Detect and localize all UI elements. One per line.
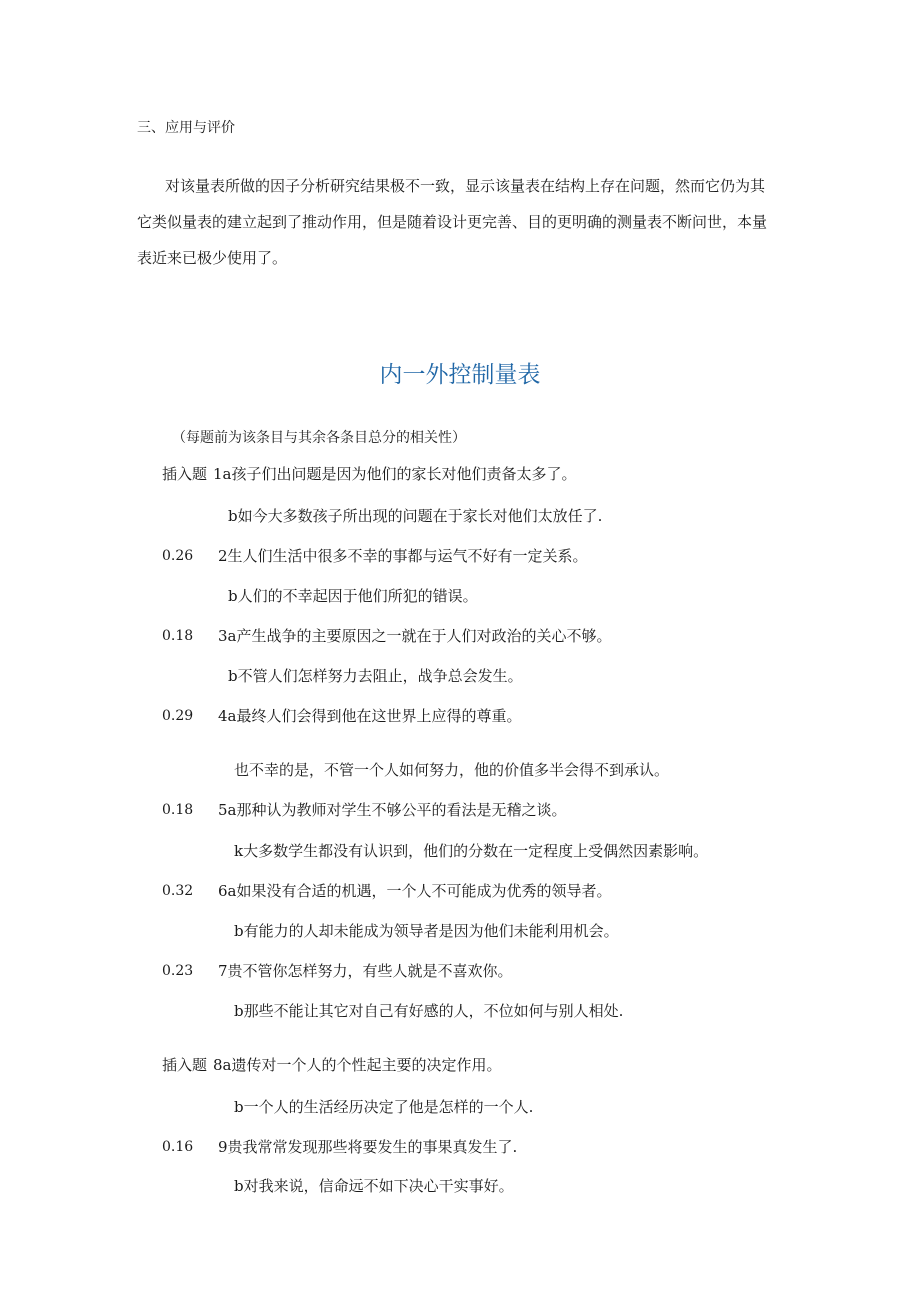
- item-1-a: 1a孩子们出问题是因为他们的家长对他们责备太多了。: [213, 465, 577, 483]
- paragraph-line-1: 对该量表所做的因子分析研究结果极不一致，显示该量表在结构上存在问题，然而它仍为其: [165, 177, 766, 195]
- paragraph-line-3: 表近来已极少使用了。: [137, 249, 288, 267]
- item-2-a: 2生人们生活中很多不幸的事都与运气不好有一定关系。: [218, 547, 588, 565]
- item-5-b: k大多数学生都没有认识到，他们的分数在一定程度上受偶然因素影响。: [234, 842, 709, 860]
- paragraph-line-2: 它类似量表的建立起到了推动作用，但是随着设计更完善、目的更明确的测量表不断问世，本量: [137, 213, 768, 231]
- item-2-b: b人们的不幸起因于他们所犯的错误。: [228, 587, 478, 605]
- section-heading: 三、应用与评价: [137, 120, 235, 136]
- item-3-prefix: 0.18: [162, 628, 194, 644]
- scale-note: （每题前为该条目与其余各条目总分的相关性）: [172, 430, 466, 446]
- item-7-a: 7贵不管你怎样努力，有些人就是不喜欢你。: [218, 962, 513, 980]
- item-8-b: b一个人的生活经历决定了他是怎样的一个人.: [234, 1098, 534, 1116]
- item-8-a: 8a遗传对一个人的个性起主要的决定作用。: [213, 1056, 502, 1074]
- item-5-a: 5a那种认为教师对学生不够公平的看法是无稽之谈。: [218, 801, 567, 819]
- item-6-b: b有能力的人却未能成为领导者是因为他们未能利用机会。: [234, 922, 619, 940]
- item-8-prefix: 插入题: [162, 1056, 208, 1074]
- item-1-b: b如今大多数孩子所出现的问题在于家长对他们太放任了.: [228, 507, 603, 525]
- item-1-row: [162, 463, 577, 485]
- item-5-prefix: 0.18: [162, 802, 194, 818]
- scale-title: 内一外控制量表: [379, 362, 541, 388]
- item-7-prefix: 0.23: [162, 963, 194, 979]
- item-4-a: 4a最终人们会得到他在这世界上应得的尊重。: [218, 707, 522, 725]
- item-8-row: [162, 1054, 502, 1076]
- item-1-prefix: 插入题: [162, 465, 208, 483]
- item-2-prefix: 0.26: [162, 548, 194, 564]
- item-3-b: b不管人们怎样努力去阻止，战争总会发生。: [228, 667, 523, 685]
- item-9-prefix: 0.16: [162, 1139, 194, 1155]
- item-4-prefix: 0.29: [162, 708, 194, 724]
- item-3-a: 3a产生战争的主要原因之一就在于人们对政治的关心不够。: [218, 627, 612, 645]
- item-9-a: 9贵我常常发现那些将要发生的事果真发生了.: [218, 1138, 518, 1156]
- item-9-b: b对我来说，信命远不如下决心干实事好。: [234, 1177, 514, 1195]
- item-4-b: 也不幸的是，不管一个人如何努力，他的价值多半会得不到承认。: [234, 761, 670, 779]
- item-6-prefix: 0.32: [162, 883, 194, 899]
- item-6-a: 6a如果没有合适的机遇，一个人不可能成为优秀的领导者。: [218, 882, 612, 900]
- item-7-b: b那些不能让其它对自己有好感的人，不位如何与别人相处.: [234, 1002, 624, 1020]
